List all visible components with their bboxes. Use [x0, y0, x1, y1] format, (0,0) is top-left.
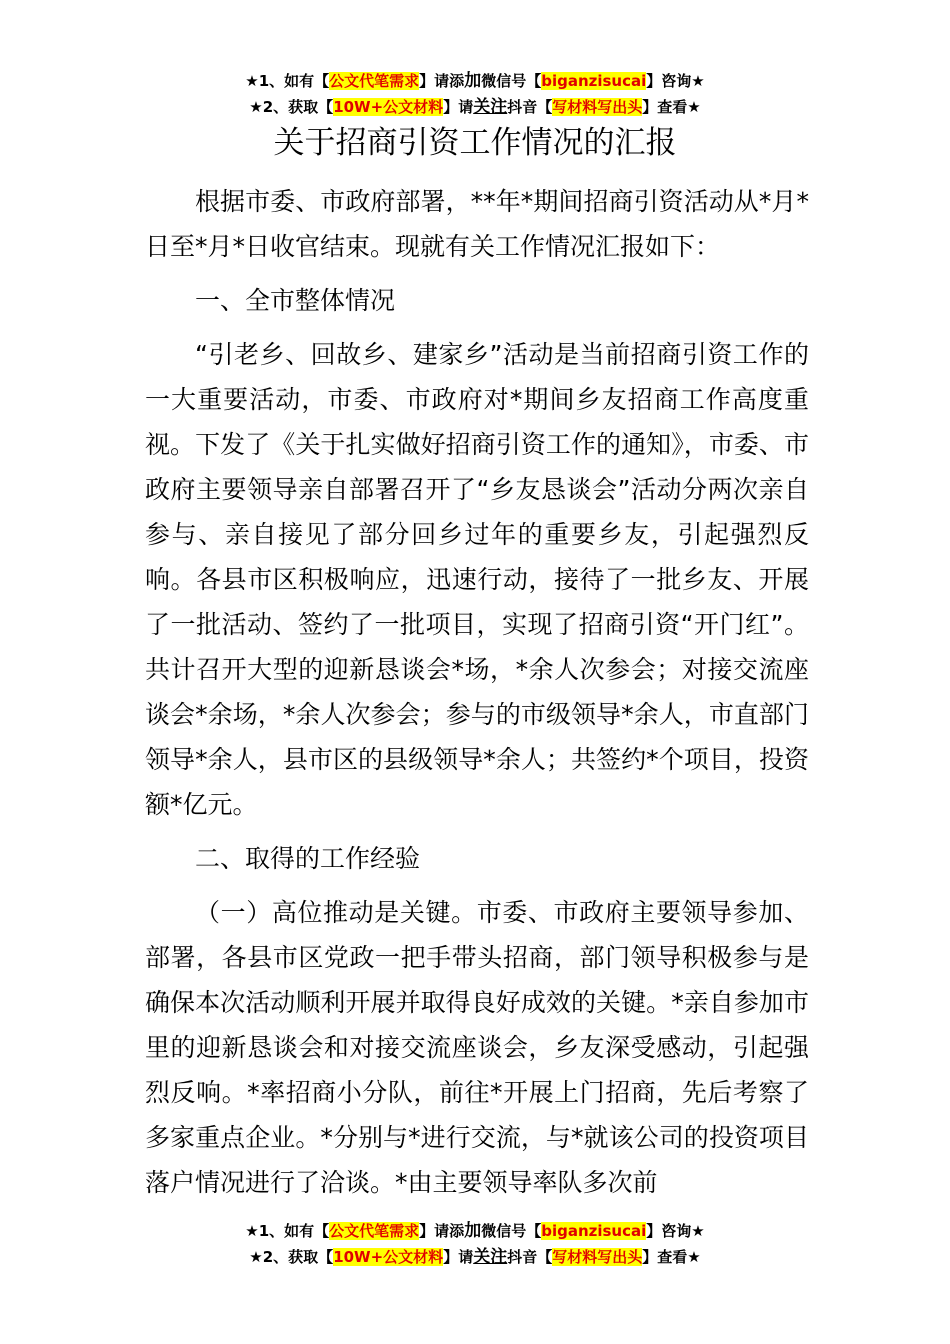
- banner-text: 】查看★: [642, 98, 701, 116]
- highlight-text: 10W+公文材料: [333, 1248, 444, 1266]
- wechat-id: biganzisucai: [541, 1222, 647, 1240]
- emphasis-text: 加: [464, 1221, 482, 1241]
- banner-text: 抖音【: [507, 1248, 553, 1266]
- banner-text: 】咨询★: [646, 72, 705, 90]
- section-heading-1: 一、全市整体情况: [195, 286, 396, 315]
- wechat-id: biganzisucai: [541, 72, 647, 90]
- banner-text: 】咨询★: [646, 1222, 705, 1240]
- banner-text: ★1、如有【: [245, 1222, 330, 1240]
- banner-text: ★2、获取【: [249, 1248, 334, 1266]
- banner-text: 微信号【: [481, 72, 542, 90]
- banner-text: 】请: [443, 98, 474, 116]
- banner-line-2: [0, 1244, 950, 1270]
- banner-text: 】请添: [419, 72, 465, 90]
- section-heading-2: 二、取得的工作经验: [195, 844, 421, 873]
- footer-banner: [0, 1218, 950, 1270]
- douyin-id: 写材料写出头: [552, 1248, 643, 1266]
- emphasis-text: 关注: [473, 97, 508, 117]
- highlight-text: 10W+公文材料: [333, 98, 444, 116]
- banner-text: 抖音【: [507, 98, 553, 116]
- intro-paragraph: 根据市委、市政府部署，**年*期间招商引资活动从*月*日至*月*日收官结束。现就有关工作情况汇报如下：: [145, 187, 809, 261]
- body-paragraph: “引老乡、回故乡、建家乡”活动是当前招商引资工作的一大重要活动，市委、市政府对*期间乡友招商工作高度重视。下发了《关于扎实做好招商引资工作的通知》，市委、市政府主要领导亲自部署召开了“乡友恳谈会”活动分两次亲自参与、亲自接见了部分回乡过年的重要乡友，引起强烈反响。各县市区积极响应，迅速行动，接待了一批乡友、开展了一批活动、签约了一批项目，实现了招商引资“开门红”。共计召开大型的迎新恳谈会*场，*余人次参会；对接交流座谈会*余场，*余人次参会；参与的市级领导*余人，市直部门领导*余人，县市区的县级领导*余人；共签约*个项目，投资额*亿元。: [145, 340, 809, 819]
- banner-text: ★2、获取【: [249, 98, 334, 116]
- banner-text: 】请: [443, 1248, 474, 1266]
- header-banner: [0, 68, 950, 120]
- banner-line-2: [0, 94, 950, 120]
- banner-line-1: [0, 68, 950, 94]
- emphasis-text: 加: [464, 71, 482, 91]
- banner-line-1: [0, 1218, 950, 1244]
- banner-text: 】请添: [419, 1222, 465, 1240]
- document-body: [145, 179, 809, 1205]
- body-paragraph: （一）高位推动是关键。市委、市政府主要领导参加、部署，各县市区党政一把手带头招商，部门领导积极参与是确保本次活动顺利开展并取得良好成效的关键。*亲自参加市里的迎新恳谈会和对接交流座谈会，乡友深受感动，引起强烈反响。*率招商小分队，前往*开展上门招商，先后考察了多家重点企业。*分别与*进行交流，与*就该公司的投资项目落户情况进行了洽谈。*由主要领导率队多次前: [145, 898, 809, 1197]
- banner-text: 微信号【: [481, 1222, 542, 1240]
- emphasis-text: 关注: [473, 1247, 508, 1267]
- douyin-id: 写材料写出头: [552, 98, 643, 116]
- highlight-text: 公文代笔需求: [329, 1222, 420, 1240]
- document-title: 关于招商引资工作情况的汇报: [273, 125, 677, 161]
- banner-text: ★1、如有【: [245, 72, 330, 90]
- banner-text: 】查看★: [642, 1248, 701, 1266]
- highlight-text: 公文代笔需求: [329, 72, 420, 90]
